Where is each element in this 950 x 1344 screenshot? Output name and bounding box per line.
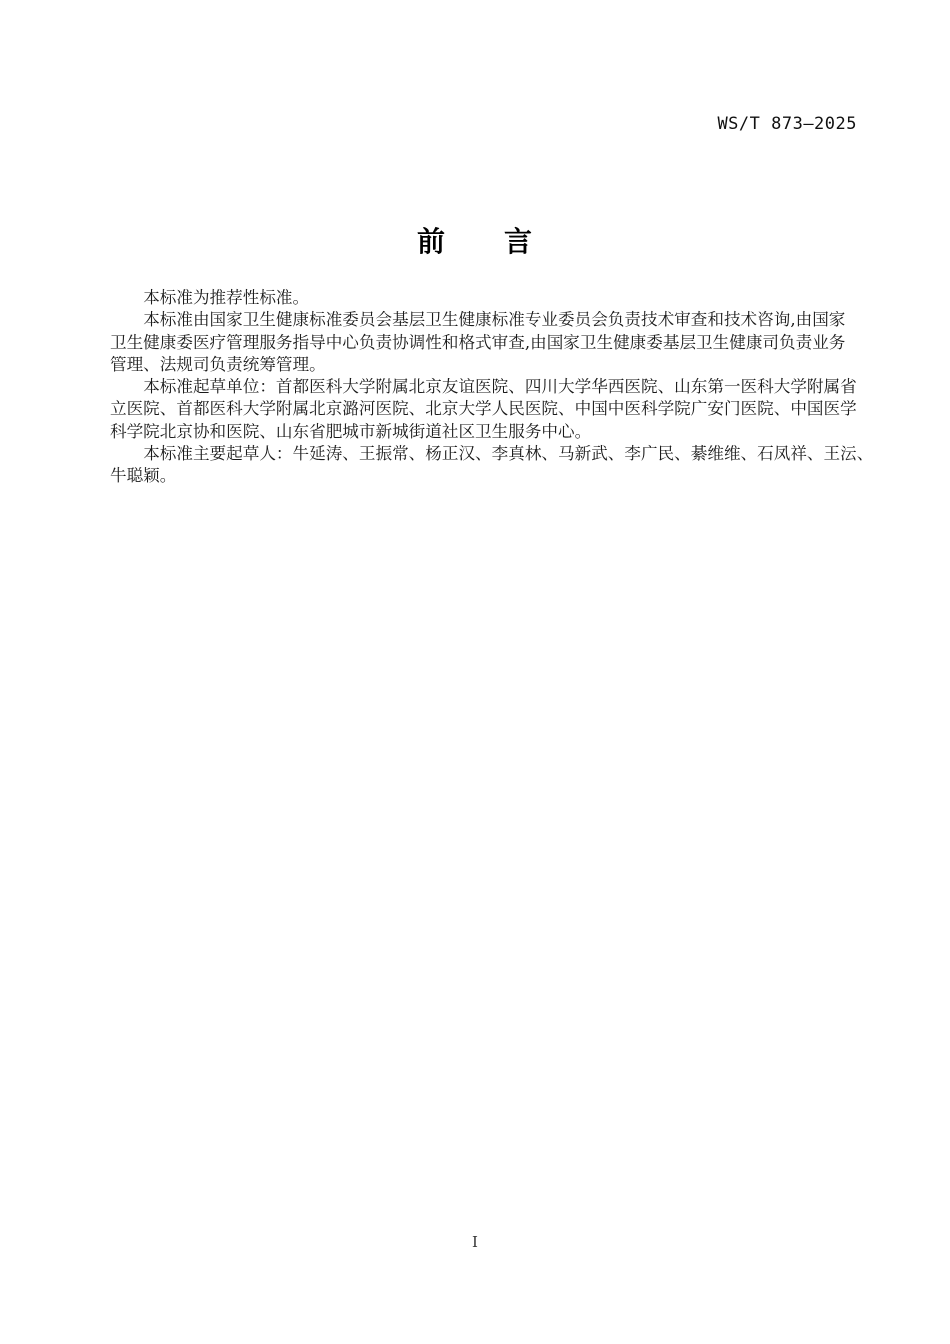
foreword-body (110, 287, 874, 488)
text-line: 本标准由国家卫生健康标准委员会基层卫生健康标准专业委员会负责技术审查和技术咨询,由国家 (143, 310, 846, 330)
paragraph-scope-note (110, 287, 862, 309)
paragraph-drafters (110, 443, 874, 488)
text-line: 牛聪颖。 (110, 466, 177, 486)
foreword-title: 前 言 (416, 225, 533, 258)
text-line: 卫生健康委医疗管理服务指导中心负责协调性和格式审查,由国家卫生健康委基层卫生健康司负责业务 (110, 332, 846, 352)
paragraph-drafting-organizations (110, 376, 862, 443)
text-line: 立医院、首都医科大学附属北京潞河医院、北京大学人民医院、中国中医科学院广安门医院、中国医学 (110, 399, 857, 419)
text-line: 本标准起草单位：首都医科大学附属北京友谊医院、四川大学华西医院、山东第一医科大学附属省 (143, 377, 857, 397)
paragraph-review-responsibility (110, 309, 862, 376)
text-line: 本标准主要起草人：牛延涛、王振常、杨正汉、李真林、马新武、李广民、綦维维、石凤祥、王沄、 (143, 444, 874, 464)
standard-number: WS/T 873—2025 (717, 114, 857, 134)
text-line: 管理、法规司负责统筹管理。 (110, 354, 326, 374)
text-line: 本标准为推荐性标准。 (143, 288, 310, 307)
page-number: I (472, 1233, 478, 1251)
text-line: 科学院北京协和医院、山东省肥城市新城街道社区卫生服务中心。 (110, 421, 592, 441)
